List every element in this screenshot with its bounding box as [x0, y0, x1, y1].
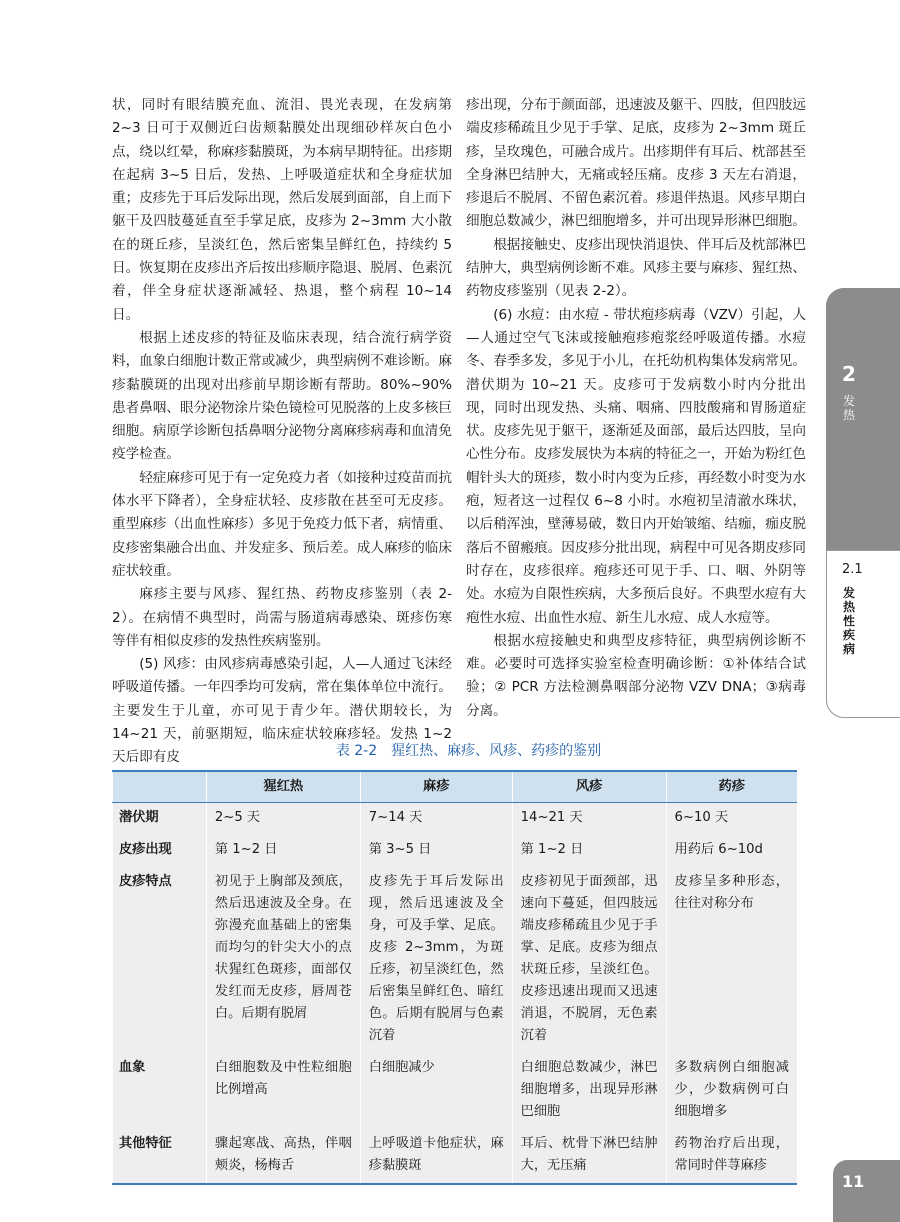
- page-number-box: [833, 1160, 900, 1222]
- differential-table: [112, 770, 797, 1185]
- paragraph: 麻疹主要与风疹、猩红热、药物皮疹鉴别（表 2-2）。在病情不典型时，尚需与肠道病毒感染、斑疹伤寒等伴有相似皮疹的发热性疾病鉴别。: [112, 586, 452, 649]
- header-cell: 风疹: [512, 771, 666, 803]
- table-cell: 多数病例白细胞减少，少数病例可白细胞增多: [666, 1053, 797, 1129]
- table-cell: 皮疹初见于面颈部，迅速向下蔓延，但四肢远端皮疹稀疏且少见于手掌、足底。皮疹为细点状斑丘疹，呈淡红色。皮疹迅速出现而又迅速消退，不脱屑，无色素沉着: [512, 867, 666, 1053]
- paragraph: (5) 风疹：由风疹病毒感染引起，人—人通过飞沫经呼吸道传播。一年四季均可发病，常在集体单位中流行。主要发生于儿童，亦可见于青少年。潜伏期较长，为 14~21 天，前驱期短，临床症状较麻疹轻。发热 1~2 天后即有皮: [112, 656, 452, 766]
- row-header: 皮疹出现: [113, 835, 207, 867]
- paragraph: (6) 水痘：由水痘 - 带状疱疹病毒（VZV）引起，人—人通过空气飞沫或接触疱疹疱浆经呼吸道传播。水痘冬、春季多发，多见于小儿，在托幼机构集体发病常见。潜伏期为 10~21 天。皮疹可于发病数小时内分批出现，同时出现发热、头痛、咽痛、四肢酸痛和胃肠道症状。皮疹先见于躯干，逐渐延及面部，最后达四肢，呈向心性分布。皮疹发展快为本病的特征之一，开始为粉红色帽针头大的斑疹，数小时内变为丘疹，再经数小时变为水疱，短者这一过程仅 6~8 小时。水疱初呈清澈水珠状，以后稍浑浊，壁薄易破，数日内开始皱缩、结痂，痂皮脱落后不留瘢痕。因皮疹分批出现，病程中可见各期皮疹同时存在，皮疹很痒。疱疹还可见于手、口、咽、外阴等处。水痘为自限性疾病，大多预后良好。不典型水痘有大疱性水痘、出血性水痘、新生儿水痘、成人水痘等。: [466, 306, 806, 626]
- table-row: [113, 803, 798, 836]
- right-text-column: [466, 94, 806, 723]
- table-cell: 皮疹先于耳后发际出现，然后迅速波及全身，可及手掌、足底。皮疹 2~3mm，为斑丘疹，初呈淡红色，然后密集呈鲜红色、暗红色。后期有脱屑与色素沉着: [360, 867, 512, 1053]
- table-row: [113, 1053, 798, 1129]
- table-cell: 药物治疗后出现，常同时伴荨麻疹: [666, 1129, 797, 1184]
- table-cell: 皮疹呈多种形态，往往对称分布: [666, 867, 797, 1053]
- table-row: [113, 867, 798, 1053]
- table-header-row: [113, 771, 798, 803]
- paragraph: 状，同时有眼结膜充血、流泪、畏光表现，在发病第 2~3 日可于双侧近臼齿颊黏膜处出现细砂样灰白色小点，绕以红晕，称麻疹黏膜斑，为本病早期特征。出疹期在起病 3~5 日后，发热、上呼吸道症状和全身症状加重；皮疹先于耳后发际出现，然后发展到面部，自上而下躯干及四肢蔓延直至手掌足底，皮疹为 2~3mm 大小散在的斑丘疹，呈淡红色，然后密集呈鲜红色，持续约 5 日。恢复期在皮疹出齐后按出疹顺序隐退、脱屑、色素沉着，伴全身症状逐渐减轻、热退，整个病程 10~14 日。: [112, 97, 452, 323]
- table-cell: 耳后、枕骨下淋巴结肿大，无压痛: [512, 1129, 666, 1184]
- header-cell: 麻疹: [360, 771, 512, 803]
- table-cell: 14~21 天: [512, 803, 666, 836]
- table-cell: 第 1~2 日: [206, 835, 360, 867]
- table-cell: 6~10 天: [666, 803, 797, 836]
- header-cell: [113, 771, 207, 803]
- row-header: 潜伏期: [113, 803, 207, 836]
- table-cell: 2~5 天: [206, 803, 360, 836]
- paragraph: 疹出现，分布于颜面部，迅速波及躯干、四肢，但四肢远端皮疹稀疏且少见于手掌、足底，皮疹为 2~3mm 斑丘疹，呈玫瑰色，可融合成片。出疹期伴有耳后、枕部甚至全身淋巴结肿大，无痛或轻压痛。皮疹 3 天左右消退，疹退后不脱屑、不留色素沉着。疹退伴热退。风疹早期白细胞总数减少，淋巴细胞增多，并可出现异形淋巴细胞。: [466, 97, 806, 230]
- paragraph: 根据接触史、皮疹出现快消退快、伴耳后及枕部淋巴结肿大，典型病例诊断不难。风疹主要与麻疹、猩红热、药物皮疹鉴别（见表 2-2）。: [466, 236, 806, 300]
- section-number: 2.1: [842, 562, 863, 577]
- row-header: 皮疹特点: [113, 867, 207, 1053]
- table-row: [113, 1129, 798, 1184]
- chapter-side-tab: [826, 288, 900, 718]
- paragraph: 根据上述皮疹的特征及临床表现，结合流行病学资料，血象白细胞计数正常或减少，典型病例不难诊断。麻疹黏膜斑的出现对出疹前早期诊断有帮助。80%~90% 患者鼻咽、眼分泌物涂片染色镜检可见脱落的上皮多核巨细胞。病原学诊断包括鼻咽分泌物分离麻疹病毒和血清免疫学检查。: [112, 329, 452, 463]
- table-cell: 白细胞数及中性粒细胞比例增高: [206, 1053, 360, 1129]
- table-cell: 初见于上胸部及颈底，然后迅速波及全身。在弥漫充血基础上的密集而均匀的针尖大小的点状猩红色斑疹，面部仅发红而无皮疹，唇周苍白。后期有脱屑: [206, 867, 360, 1053]
- row-header: 血象: [113, 1053, 207, 1129]
- page-number: 11: [842, 1172, 865, 1191]
- table-row: [113, 835, 798, 867]
- left-text-column: [112, 94, 452, 770]
- section-name: 发热性疾病: [843, 586, 856, 656]
- table-cell: 7~14 天: [360, 803, 512, 836]
- table-cell: 第 1~2 日: [512, 835, 666, 867]
- header-cell: 猩红热: [206, 771, 360, 803]
- table-cell: 上呼吸道卡他症状，麻疹黏膜斑: [360, 1129, 512, 1184]
- chapter-tab-block: [826, 288, 900, 548]
- paragraph: 根据水痘接触史和典型皮疹特征，典型病例诊断不难。必要时可选择实验室检查明确诊断：①补体结合试验；② PCR 方法检测鼻咽部分泌物 VZV DNA；③病毒分离。: [466, 632, 806, 719]
- table-cell: 第 3~5 日: [360, 835, 512, 867]
- chapter-name: 发热: [843, 394, 856, 422]
- table-cell: 白细胞减少: [360, 1053, 512, 1129]
- table-cell: 用药后 6~10d: [666, 835, 797, 867]
- table-cell: 骤起寒战、高热，伴咽颊炎，杨梅舌: [206, 1129, 360, 1184]
- row-header: 其他特征: [113, 1129, 207, 1184]
- header-cell: 药疹: [666, 771, 797, 803]
- table-cell: 白细胞总数减少，淋巴细胞增多，出现异形淋巴细胞: [512, 1053, 666, 1129]
- section-tab-block: [826, 550, 900, 718]
- table-caption: 表 2-2 猩红热、麻疹、风疹、药疹的鉴别: [335, 743, 602, 759]
- paragraph: 轻症麻疹可见于有一定免疫力者（如接种过疫苗而抗体水平下降者），全身症状轻、皮疹散在甚至可无皮疹。重型麻疹（出血性麻疹）多见于免疫力低下者，病情重、皮疹密集融合出血、并发症多、预后差。成人麻疹的临床症状较重。: [112, 469, 452, 579]
- chapter-number: 2: [842, 362, 856, 386]
